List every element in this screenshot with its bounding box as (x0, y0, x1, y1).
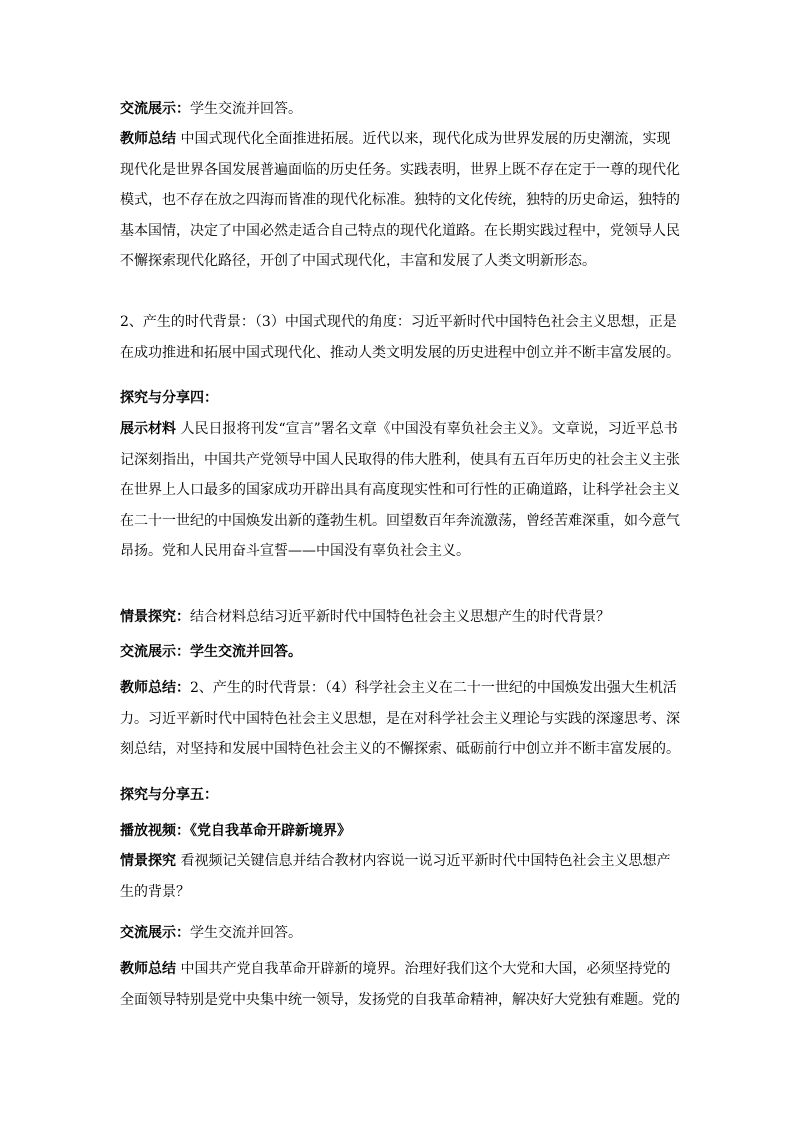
paragraph-label: 交流展示： (120, 101, 190, 117)
paragraph-background-3 (120, 307, 680, 368)
heading-explore-share-5: 探究与分享五： (120, 787, 218, 803)
paragraph-text: 结合材料总结习近平新时代中国特色社会主义思想产生的时代背景？ (190, 609, 610, 625)
paragraph-text: 学生交流并回答。 (190, 925, 302, 941)
paragraph-exchange-display-1 (120, 94, 680, 125)
paragraph-text: 中国共产党自我革命开辟新的境界。治理好我们这个大党和大国，必须坚持党的全面领导特别是党中央集中统一领导，发扬党的自我革命精神，解决好大党独有难题。党的 (120, 961, 680, 1008)
paragraph-text: 2、产生的时代背景：（4）科学社会主义在二十一世纪的中国焕发出强大生机活力。习近平新时代中国特色社会主义思想，是在对科学社会主义理论与实践的深邃思考、深刻总结，对坚持和发展中国特色社会主义的不懈探索、砥砺前行中创立并不断丰富发展的。 (120, 680, 680, 757)
heading-exchange-display-2: 交流展示：学生交流并回答。 (120, 644, 302, 660)
paragraph-text: 中国式现代化全面推进拓展。近代以来，现代化成为世界发展的历史潮流，实现现代化是世界各国发展普遍面临的历史任务。实践表明，世界上既不存在定于一尊的现代化模式，也不存在放之四海而皆准的现代化标准。独特的文化传统，独特的历史命运，独特的基本国情，决定了中国必然走适合自己特点的现代化道路。在长期实践过程中，党领导人民不懈探索现代化路径，开创了中国式现代化，丰富和发展了人类文明新形态。 (120, 131, 680, 269)
paragraph-scenario-inquiry-2 (120, 846, 680, 907)
paragraph-exchange-display-3 (120, 918, 680, 949)
paragraph-teacher-summary-2 (120, 673, 680, 765)
paragraph-text: 2、产生的时代背景：（3）中国式现代的角度：习近平新时代中国特色社会主义思想，正是在成功推进和拓展中国式现代化、推动人类文明发展的历史进程中创立并不断丰富发展的。 (120, 314, 680, 361)
paragraph-label: 教师总结： (120, 680, 190, 696)
paragraph-label: 教师总结 (120, 961, 176, 977)
paragraph-label: 情景探究： (120, 609, 190, 625)
heading-explore-share-4: 探究与分享四： (120, 390, 218, 406)
paragraph-teacher-summary-3 (120, 954, 680, 1015)
heading-play-video: 播放视频：《党自我革命开辟新境界》 (120, 823, 351, 839)
paragraph-label: 交流展示： (120, 925, 190, 941)
paragraph-label: 展示材料 (120, 421, 176, 437)
paragraph-text: 学生交流并回答。 (190, 101, 302, 117)
paragraph-text: 人民日报将刊发“宣言”署名文章《中国没有辜负社会主义》。文章说，习近平总书记深刻指出，中国共产党领导中国人民取得的伟大胜利，使具有五百年历史的社会主义主张在世界上人口最多的国家成功开辟出具有高度现实性和可行性的正确道路，让科学社会主义在二十一世纪的中国焕发出新的蓬勃生机。回望数百年奔流激荡，曾经苦难深重，如今意气昂扬。党和人民用奋斗宣誓——中国没有辜负社会主义。 (120, 421, 680, 559)
paragraph-teacher-summary-1 (120, 124, 680, 277)
paragraph-label: 情景探究 (120, 853, 176, 869)
paragraph-label: 教师总结 (120, 131, 176, 147)
paragraph-text: 看视频记关键信息并结合教材内容说一说习近平新时代中国特色社会主义思想产生的背景？ (120, 853, 671, 900)
paragraph-display-material (120, 414, 680, 567)
paragraph-scenario-inquiry-1 (120, 602, 680, 633)
